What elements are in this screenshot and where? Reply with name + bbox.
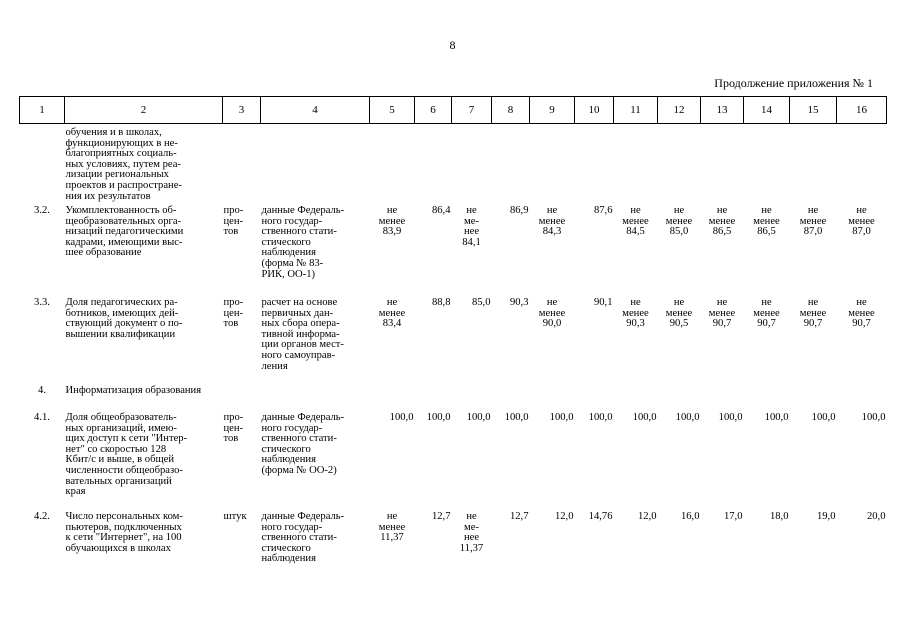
value-column-15 bbox=[790, 413, 837, 512]
row-number: 3.3. bbox=[34, 297, 50, 308]
value-text: 12,0 bbox=[637, 511, 657, 522]
value-text: 100,0 bbox=[466, 412, 491, 423]
column-number-6: 6 bbox=[415, 97, 452, 124]
section-row bbox=[20, 386, 887, 413]
indicator-name bbox=[65, 413, 223, 512]
value-column-14 bbox=[744, 413, 790, 512]
value-column-12 bbox=[658, 298, 701, 386]
value-column-16 bbox=[837, 298, 887, 386]
value-text: не менее 90,3 bbox=[622, 297, 649, 330]
indicator-name bbox=[65, 206, 223, 298]
value-text: 100,0 bbox=[811, 412, 836, 423]
value-text: не менее 86,5 bbox=[708, 205, 736, 238]
value-column-9 bbox=[530, 413, 575, 512]
value-text: не менее 90,5 bbox=[665, 297, 693, 330]
unit-of-measure bbox=[223, 413, 261, 512]
value-column-6 bbox=[415, 413, 452, 512]
value-text: 86,4 bbox=[431, 205, 451, 216]
value-column-14 bbox=[744, 298, 790, 386]
value-text: 100,0 bbox=[588, 412, 613, 423]
value-column-6 bbox=[415, 512, 452, 572]
value-text: 18,0 bbox=[769, 511, 789, 522]
value-text: не менее 87,0 bbox=[848, 205, 875, 238]
column-number-4: 4 bbox=[261, 97, 370, 124]
value-column-15 bbox=[790, 512, 837, 572]
value-text: не ме- нее 11,37 bbox=[459, 511, 484, 554]
value-text: 88,8 bbox=[431, 297, 451, 308]
value-text: 100,0 bbox=[426, 412, 451, 423]
value-text: 100,0 bbox=[675, 412, 700, 423]
unit-of-measure-text: про- цен- тов bbox=[223, 412, 244, 445]
value-column-5 bbox=[370, 413, 415, 512]
data-source bbox=[261, 413, 370, 512]
indicator-name-text: Доля педагогических ра- ботников, имеющих дей- ствующий документ о по- вышении квалификации bbox=[65, 297, 183, 340]
value-column-5 bbox=[370, 124, 415, 207]
value-column-8 bbox=[492, 206, 530, 298]
column-number-7: 7 bbox=[452, 97, 492, 124]
table-row bbox=[20, 298, 887, 386]
value-column-8 bbox=[492, 298, 530, 386]
page-number: 8 bbox=[449, 38, 456, 52]
value-column-14 bbox=[744, 206, 790, 298]
value-text: 86,9 bbox=[509, 205, 529, 216]
column-number-9: 9 bbox=[530, 97, 575, 124]
value-text: 17,0 bbox=[723, 511, 743, 522]
table-row bbox=[20, 512, 887, 572]
value-column-10 bbox=[575, 124, 614, 207]
value-column-16 bbox=[837, 124, 887, 207]
row-number: 3.2. bbox=[34, 205, 50, 216]
value-column-16 bbox=[837, 413, 887, 512]
column-number-1: 1 bbox=[20, 97, 65, 124]
value-text: 20,0 bbox=[866, 511, 886, 522]
value-column-9 bbox=[530, 124, 575, 207]
column-number-3: 3 bbox=[223, 97, 261, 124]
value-text: 14,76 bbox=[588, 511, 613, 522]
value-column-16 bbox=[837, 512, 887, 572]
value-column-11 bbox=[614, 124, 658, 207]
value-text: не менее 90,7 bbox=[799, 297, 827, 330]
row-number bbox=[20, 124, 65, 207]
value-text: не менее 90,7 bbox=[708, 297, 736, 330]
value-column-7 bbox=[452, 413, 492, 512]
value-column-7 bbox=[452, 206, 492, 298]
indicator-name-text: Доля общеобразователь- ных организаций, имею- щих доступ к сети "Интер- нет" со скоростью 128 Кбит/с и выше, в общей численности общеобразо- вательных организаций края bbox=[65, 412, 188, 498]
data-source bbox=[261, 512, 370, 572]
column-number-13: 13 bbox=[701, 97, 744, 124]
value-column-11 bbox=[614, 298, 658, 386]
value-column-12 bbox=[658, 206, 701, 298]
value-text: 90,1 bbox=[593, 297, 613, 308]
data-source-text: данные Федераль- ного государ- ственного стати- стического наблюдения bbox=[261, 511, 345, 565]
column-number-12: 12 bbox=[658, 97, 701, 124]
value-column-12 bbox=[658, 124, 701, 207]
column-number-16: 16 bbox=[837, 97, 887, 124]
value-text: 100,0 bbox=[504, 412, 529, 423]
value-text: 100,0 bbox=[389, 412, 414, 423]
value-text: не менее 90,7 bbox=[848, 297, 875, 330]
value-column-13 bbox=[701, 206, 744, 298]
data-source-text: данные Федераль- ного государ- ственного стати- стического наблюдения (форма № ОО-2) bbox=[261, 412, 345, 476]
value-column-14 bbox=[744, 124, 790, 207]
value-column-16 bbox=[837, 206, 887, 298]
value-column-15 bbox=[790, 206, 837, 298]
table-body bbox=[20, 124, 887, 573]
value-text: 87,6 bbox=[593, 205, 613, 216]
row-number: 4. bbox=[38, 385, 46, 396]
value-column-10 bbox=[575, 413, 614, 512]
value-text: не менее 83,4 bbox=[378, 297, 406, 330]
value-column-6 bbox=[415, 206, 452, 298]
value-column-15 bbox=[790, 298, 837, 386]
value-text: 100,0 bbox=[764, 412, 789, 423]
indicator-name-text: Укомплектованность об- щеобразовательных орга- низаций педагогическими кадрами, имеющими выс- шее образование bbox=[65, 205, 184, 259]
indicator-name bbox=[65, 298, 223, 386]
indicator-name bbox=[65, 512, 223, 572]
value-column-6 bbox=[415, 124, 452, 207]
column-number-2: 2 bbox=[65, 97, 223, 124]
value-column-13 bbox=[701, 298, 744, 386]
section-title: Информатизация образования bbox=[65, 385, 202, 396]
value-column-5 bbox=[370, 512, 415, 572]
value-column-10 bbox=[575, 206, 614, 298]
value-column-13 bbox=[701, 512, 744, 572]
indicator-name-text: Число персональных ком- пьютеров, подключенных к сети "Интернет", на 100 обучающихся в школах bbox=[65, 511, 183, 554]
data-source bbox=[261, 298, 370, 386]
column-number-15: 15 bbox=[790, 97, 837, 124]
value-text: не менее 83,9 bbox=[378, 205, 406, 238]
value-column-7 bbox=[452, 298, 492, 386]
value-column-11 bbox=[614, 413, 658, 512]
column-number-8: 8 bbox=[492, 97, 530, 124]
value-column-10 bbox=[575, 512, 614, 572]
value-text: не ме- нее 84,1 bbox=[462, 205, 481, 248]
value-column-12 bbox=[658, 413, 701, 512]
row-number: 4.2. bbox=[34, 511, 50, 522]
unit-of-measure bbox=[223, 512, 261, 572]
value-column-10 bbox=[575, 298, 614, 386]
value-column-9 bbox=[530, 298, 575, 386]
value-column-8 bbox=[492, 413, 530, 512]
value-column-8 bbox=[492, 124, 530, 207]
column-number-11: 11 bbox=[614, 97, 658, 124]
value-column-13 bbox=[701, 124, 744, 207]
row-number: 4.1. bbox=[34, 412, 50, 423]
indicator-name bbox=[65, 124, 223, 207]
table-row bbox=[20, 124, 887, 207]
data-source-text: расчет на основе первичных дан- ных сбора опера- тивной информа- ции органов мест- ного самоуправ- ления bbox=[261, 297, 344, 372]
value-column-13 bbox=[701, 413, 744, 512]
value-text: 100,0 bbox=[861, 412, 886, 423]
value-text: не менее 84,5 bbox=[622, 205, 649, 238]
value-column-15 bbox=[790, 124, 837, 207]
value-text: не менее 90,0 bbox=[538, 297, 566, 330]
value-column-7 bbox=[452, 124, 492, 207]
appendix-continuation-note: Продолжение приложения № 1 bbox=[714, 76, 873, 90]
value-text: не менее 90,7 bbox=[753, 297, 780, 330]
value-column-7 bbox=[452, 512, 492, 572]
value-text: 100,0 bbox=[632, 412, 657, 423]
unit-of-measure-text: штук bbox=[223, 511, 247, 522]
data-source bbox=[261, 124, 370, 207]
value-text: 12,7 bbox=[431, 511, 451, 522]
value-text: 19,0 bbox=[816, 511, 836, 522]
value-text: не менее 84,3 bbox=[538, 205, 566, 238]
value-text: не менее 87,0 bbox=[799, 205, 827, 238]
value-column-11 bbox=[614, 512, 658, 572]
unit-of-measure bbox=[223, 124, 261, 207]
value-column-5 bbox=[370, 298, 415, 386]
value-text: не менее 11,37 bbox=[378, 511, 406, 544]
value-text: 100,0 bbox=[549, 412, 574, 423]
value-text: 12,7 bbox=[509, 511, 529, 522]
column-number-14: 14 bbox=[744, 97, 790, 124]
column-number-10: 10 bbox=[575, 97, 614, 124]
value-column-9 bbox=[530, 206, 575, 298]
value-column-12 bbox=[658, 512, 701, 572]
value-column-6 bbox=[415, 298, 452, 386]
indicators-table bbox=[19, 96, 887, 572]
unit-of-measure-text: про- цен- тов bbox=[223, 297, 244, 330]
value-column-9 bbox=[530, 512, 575, 572]
value-text: не менее 86,5 bbox=[753, 205, 780, 238]
indicator-name-text: обучения и в школах, функционирующих в не- благоприятных социаль- ных условиях, путем реа- лизации региональных проектов и распростране- ния их результатов bbox=[65, 127, 182, 202]
table-row bbox=[20, 206, 887, 298]
unit-of-measure-text: про- цен- тов bbox=[223, 205, 244, 238]
column-number-header-row bbox=[20, 97, 887, 124]
column-number-5: 5 bbox=[370, 97, 415, 124]
value-column-11 bbox=[614, 206, 658, 298]
value-text: 12,0 bbox=[554, 511, 574, 522]
data-source-text: данные Федераль- ного государ- ственного стати- стического наблюдения (форма № 83- РИК, ОО-1) bbox=[261, 205, 345, 280]
table-row bbox=[20, 413, 887, 512]
value-column-8 bbox=[492, 512, 530, 572]
data-source bbox=[261, 206, 370, 298]
value-column-5 bbox=[370, 206, 415, 298]
value-text: 16,0 bbox=[680, 511, 700, 522]
value-text: 100,0 bbox=[718, 412, 743, 423]
unit-of-measure bbox=[223, 206, 261, 298]
value-text: 90,3 bbox=[509, 297, 529, 308]
value-column-14 bbox=[744, 512, 790, 572]
value-text: не менее 85,0 bbox=[665, 205, 693, 238]
value-text: 85,0 bbox=[471, 297, 491, 308]
unit-of-measure bbox=[223, 298, 261, 386]
